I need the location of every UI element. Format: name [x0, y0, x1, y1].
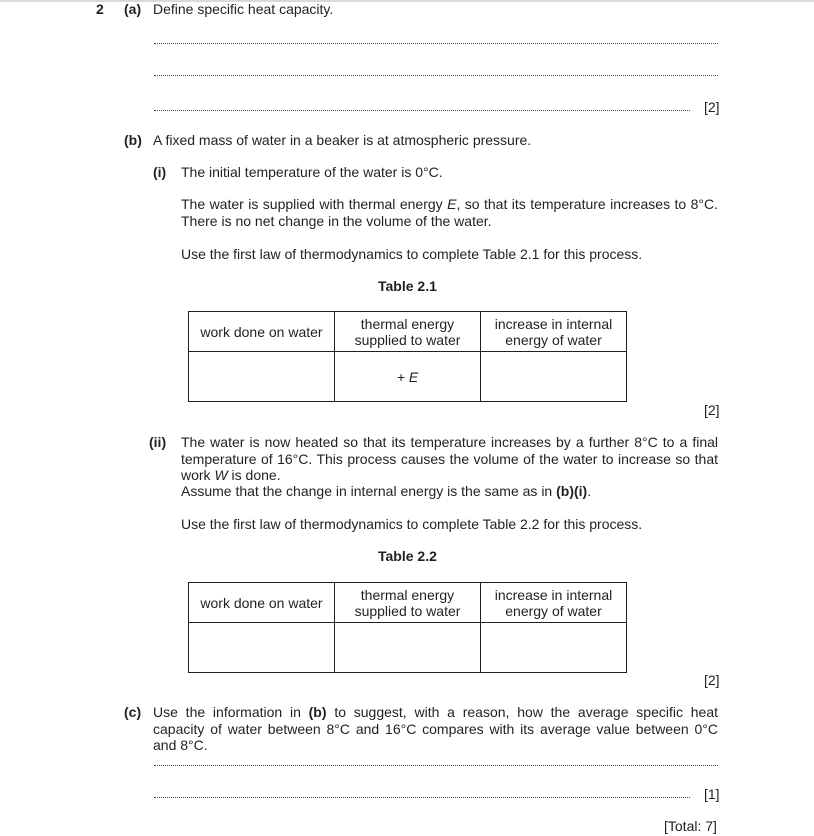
answer-line-a1[interactable]	[154, 43, 718, 44]
table-2-1-cell-internal[interactable]	[481, 352, 627, 402]
part-b-ii-assume: Assume that the change in internal energy is the same as in (b)(i).	[181, 483, 592, 499]
ref-b: (b)	[308, 704, 327, 720]
variable-E: E	[447, 196, 457, 212]
table-2-1-header-internal: increase in internal energy of water	[481, 312, 627, 352]
table-2-1-header-work: work done on water	[189, 312, 335, 352]
answer-line-a3[interactable]	[154, 110, 690, 111]
page-top-border	[0, 0, 814, 2]
table-2-2-header-thermal: thermal energy supplied to water	[335, 583, 481, 623]
part-c-text: Use the information in (b) to suggest, with a reason, how the average specific heat capacity of water between 8°C and 16°C compares with its average value between 0°C and 8°C.	[153, 704, 718, 753]
part-a-label: (a)	[124, 1, 142, 17]
table-2-2-cell-internal[interactable]	[481, 623, 627, 673]
part-b-ii-instruction: Use the first law of thermodynamics to complete Table 2.2 for this process.	[181, 516, 643, 532]
part-b-ii-marks: [2]	[704, 672, 720, 688]
table-2-2-title: Table 2.2	[378, 548, 437, 564]
answer-line-c2[interactable]	[154, 797, 690, 798]
part-b-i-label: (i)	[153, 164, 167, 180]
ref-b-i: (b)(i)	[556, 483, 588, 499]
part-a-marks: [2]	[704, 99, 720, 115]
table-2-1-header-thermal: thermal energy supplied to water	[335, 312, 481, 352]
question-number: 2	[96, 1, 104, 17]
part-b-i-paragraph: The water is supplied with thermal energy E, so that its temperature increases to 8°C. There is no net change in the volume of the water.	[181, 196, 719, 229]
table-2-1-cell-thermal: + E	[335, 352, 481, 402]
answer-line-a2[interactable]	[154, 75, 718, 76]
table-2-2-cell-thermal[interactable]	[335, 623, 481, 673]
part-a-text: Define specific heat capacity.	[153, 1, 334, 17]
table-2-2-cell-work[interactable]	[189, 623, 335, 673]
part-b-ii-label: (ii)	[149, 434, 167, 450]
table-2-2-header-internal: increase in internal energy of water	[481, 583, 627, 623]
table-2-1	[188, 311, 627, 402]
table-2-2	[188, 582, 627, 673]
total-marks: [Total: 7]	[664, 818, 717, 834]
part-b-ii-paragraph: The water is now heated so that its temperature increases by a further 8°C to a final temperature of 16°C. This process causes the volume of the water to increase so that work W is done.	[181, 434, 718, 483]
part-c-marks: [1]	[704, 786, 720, 802]
part-b-text: A fixed mass of water in a beaker is at atmospheric pressure.	[153, 132, 532, 148]
table-2-1-cell-work[interactable]	[189, 352, 335, 402]
part-b-label: (b)	[124, 132, 142, 148]
part-b-i-instruction: Use the first law of thermodynamics to complete Table 2.1 for this process.	[181, 246, 643, 262]
part-b-i-line1: The initial temperature of the water is 0°C.	[181, 164, 443, 180]
answer-line-c1[interactable]	[154, 765, 718, 766]
variable-W: W	[214, 467, 228, 483]
part-b-i-marks: [2]	[704, 402, 720, 418]
part-c-label: (c)	[124, 704, 142, 720]
table-2-1-title: Table 2.1	[378, 278, 437, 294]
table-2-2-header-work: work done on water	[189, 583, 335, 623]
